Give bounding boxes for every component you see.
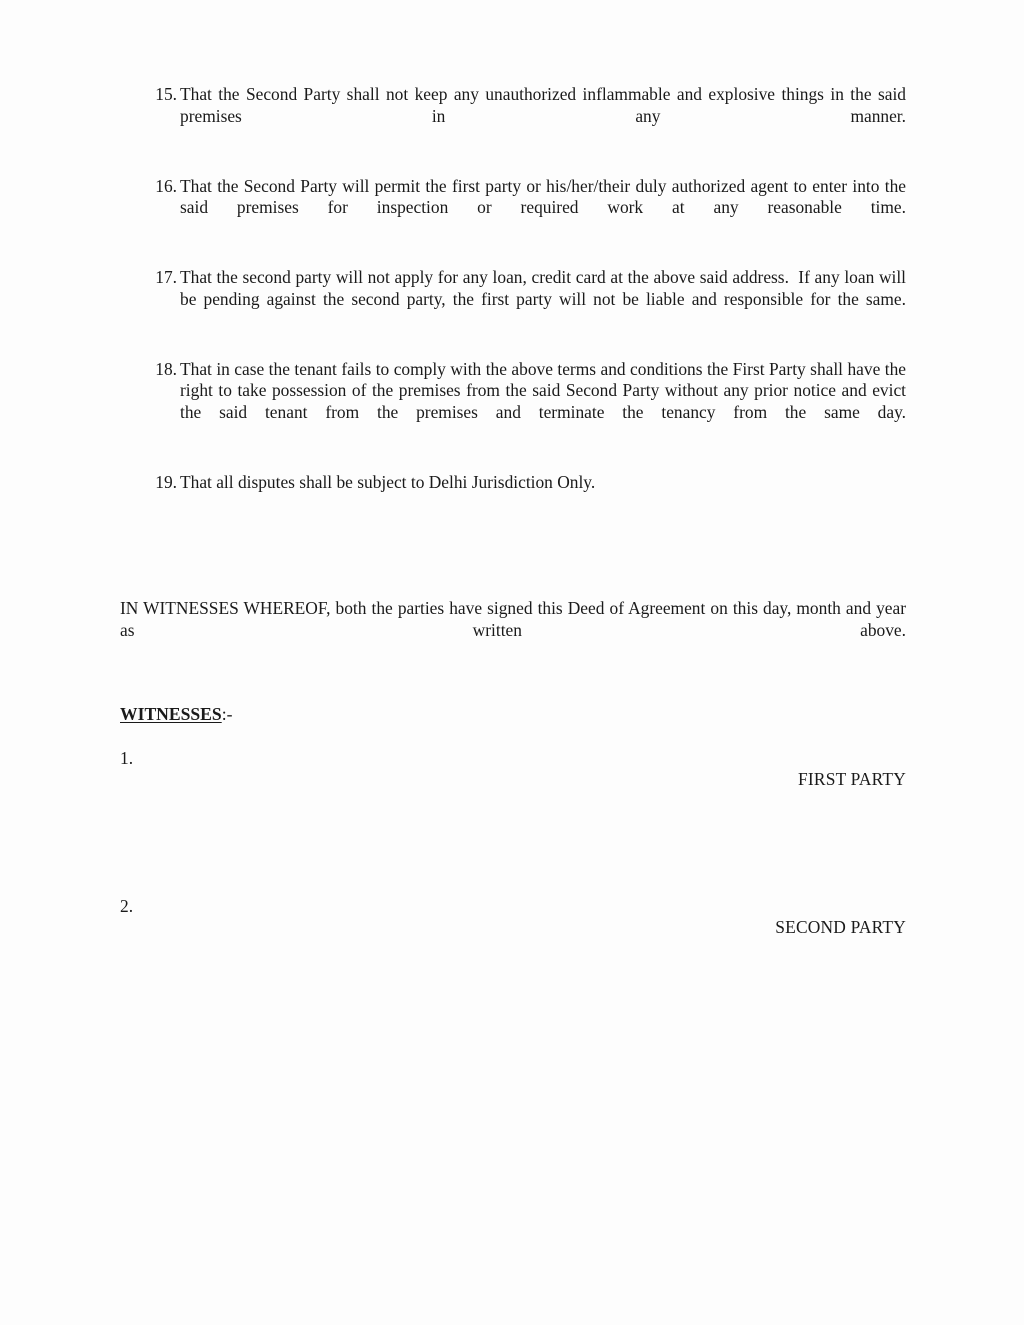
witnesses-heading bbox=[120, 704, 232, 726]
clause-item bbox=[120, 472, 906, 515]
witnesses-heading-suffix: :- bbox=[221, 704, 233, 724]
clause-list bbox=[120, 84, 911, 515]
clause-number: 18. bbox=[155, 358, 177, 379]
clause-text: That the Second Party shall not keep any unauthorized inflammable and explosive things in the said premises in any manner. bbox=[180, 84, 911, 126]
clause-text: That all disputes shall be subject to Delhi Jurisdiction Only. bbox=[180, 471, 596, 492]
first-party-label: FIRST PARTY bbox=[798, 769, 906, 789]
clause-number: 15. bbox=[155, 84, 177, 104]
second-party-label: SECOND PARTY bbox=[775, 917, 906, 937]
clause-item bbox=[120, 84, 911, 149]
witness-number: 2. bbox=[120, 896, 134, 916]
clause-number: 17. bbox=[155, 267, 177, 287]
clause-number: 19. bbox=[155, 471, 177, 492]
clause-text: That in case the tenant fails to comply with the above terms and conditions the First Party shall have the right to take possession of the premises from the said Second Party without any prior notice and evict the said tenant from the premises and terminate the tenancy from the same day. bbox=[180, 358, 911, 422]
clause-text: That the Second Party will permit the first party or his/her/their duly authorized agent to enter into the said premises for inspection or required work at any reasonable time. bbox=[180, 175, 911, 217]
clause-item bbox=[120, 175, 911, 241]
clause-item bbox=[120, 358, 911, 445]
witnesses-whereof-paragraph: IN WITNESSES WHEREOF, both the parties have signed this Deed of Agreement on this day, month and year as written above. bbox=[120, 598, 906, 640]
clause-text: That the second party will not apply for any loan, credit card at the above said address. If any loan will be pending against the second party, the first party will not be liable and responsible for the same. bbox=[180, 267, 911, 309]
witnesses-heading-word: WITNESSES bbox=[120, 704, 222, 724]
witness-number: 1. bbox=[120, 748, 134, 768]
clause-item bbox=[120, 267, 911, 332]
clause-number: 16. bbox=[155, 175, 177, 196]
